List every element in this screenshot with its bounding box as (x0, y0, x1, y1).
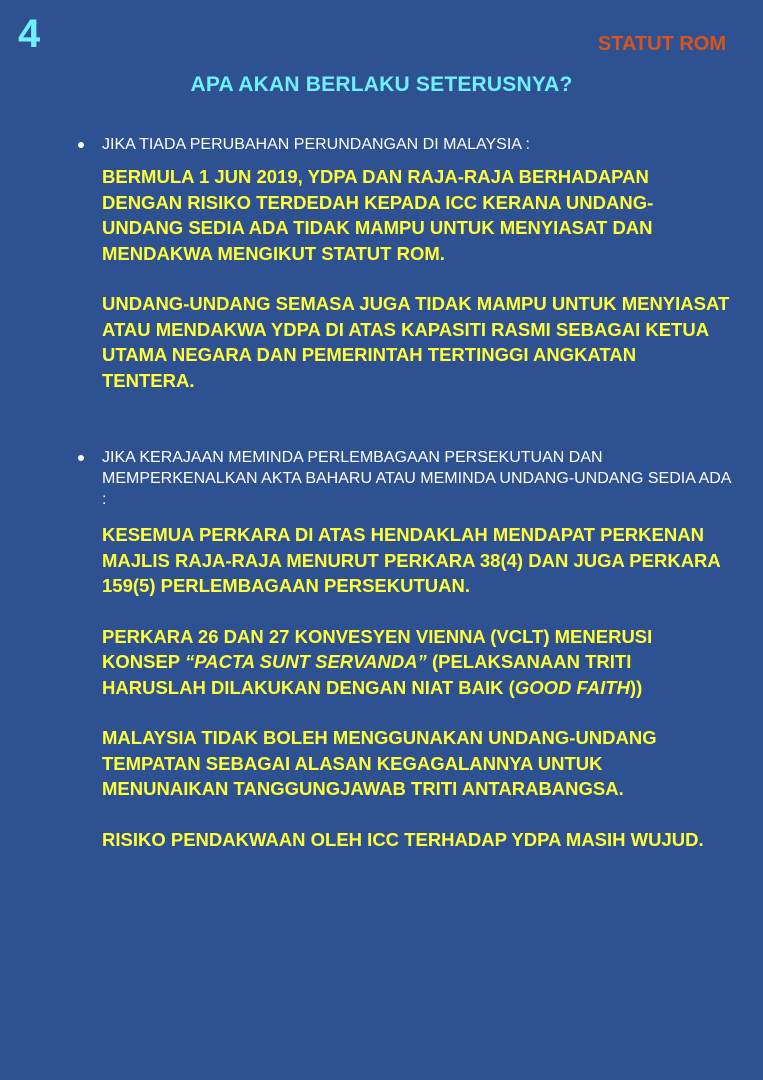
paragraph: RISIKO PENDAKWAAN OLEH ICC TERHADAP YDPA MASIH WUJUD. (102, 828, 704, 850)
bullet-icon (78, 142, 84, 148)
paragraph-text: PERKARA 26 DAN 27 KONVESYEN VIENNA (VCLT) MENERUSI KONSEP (102, 625, 653, 672)
bullet-item (0, 134, 763, 155)
bullet-text: JIKA TIADA PERUBAHAN PERUNDANGAN DI MALAYSIA : (102, 136, 530, 153)
paragraph (0, 624, 763, 701)
section-constitution-amendment (0, 447, 763, 852)
page-title: APA AKAN BERLAKU SETERUSNYA? (190, 73, 573, 96)
good-faith-term: GOOD FAITH (514, 676, 630, 698)
paragraph: KESEMUA PERKARA DI ATAS HENDAKLAH MENDAPAT PERKENAN MAJLIS RAJA-RAJA MENURUT PERKARA 38(4) DAN JUGA PERKARA 159(5) PERLEMBAGAAN PERSEKUTUAN. (102, 524, 721, 596)
paragraph-text: )) (629, 676, 643, 698)
paragraph: BERMULA 1 JUN 2019, YDPA DAN RAJA-RAJA BERHADAPAN DENGAN RISIKO TERDEDAH KEPADA ICC KERANA UNDANG-UNDANG SEDIA ADA TIDAK MAMPU UNTUK MENYIASAT DAN MENDAKWA MENGIKUT STATUT ROM. (102, 166, 654, 264)
bullet-item (0, 447, 763, 510)
pacta-sunt-servanda-term: “PACTA SUNT SERVANDA” (184, 651, 427, 672)
section-no-legal-change (0, 134, 763, 393)
header-label: STATUT ROM (597, 33, 726, 55)
paragraph: MALAYSIA TIDAK BOLEH MENGGUNAKAN UNDANG-UNDANG TEMPATAN SEBAGAI ALASAN KEGAGALANNYA UNTUK MENUNAIKAN TANGGUNGJAWAB TRITI ANTARABANGSA. (102, 727, 657, 799)
page-number: 4 (18, 12, 41, 56)
bullet-text: JIKA KERAJAAN MEMINDA PERLEMBAGAAN PERSEKUTUAN DAN MEMPERKENALKAN AKTA BAHARU ATAU MEMINDA UNDANG-UNDANG SEDIA ADA : (102, 449, 731, 508)
paragraph-text: (PELAKSANAAN TRITI HARUSLAH DILAKUKAN DENGAN NIAT BAIK ( (102, 651, 632, 698)
paragraph: UNDANG-UNDANG SEMASA JUGA TIDAK MAMPU UNTUK MENYIASAT ATAU MENDAKWA YDPA DI ATAS KAPASITI RASMI SEBAGAI KETUA UTAMA NEGARA DAN PEMERINTAH TERTINGGI ANGKATAN TENTERA. (102, 293, 730, 391)
bullet-icon (78, 455, 84, 461)
